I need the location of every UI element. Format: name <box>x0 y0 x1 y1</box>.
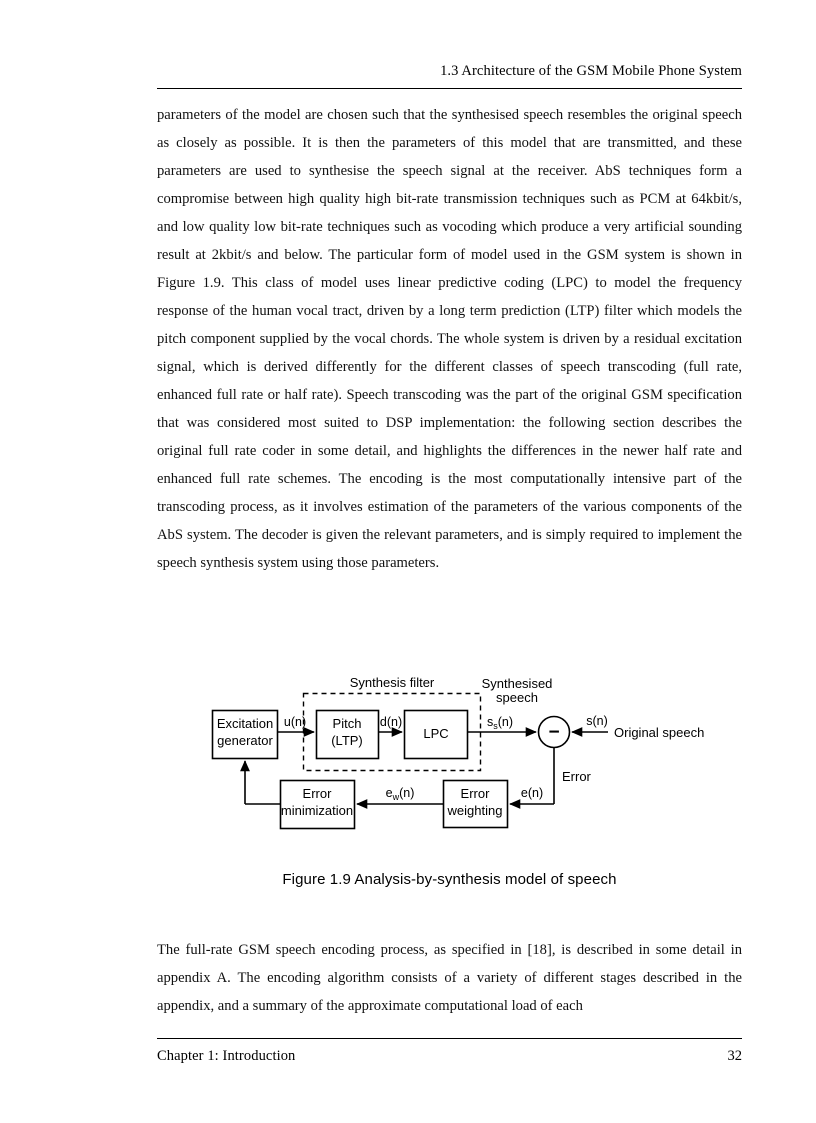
header-divider <box>157 88 742 89</box>
label-synthesised-speech-line1: Synthesised <box>481 676 553 691</box>
label-signal-ew-n-base: e <box>385 786 393 800</box>
label-signal-u-n: u(n) <box>283 715 307 729</box>
page-header-title: 1.3 Architecture of the GSM Mobile Phone System <box>440 63 742 79</box>
label-signal-ss-n-base: s <box>486 715 494 729</box>
label-signal-ew-n-subscript: w <box>392 792 400 802</box>
body-paragraph-2: The full-rate GSM speech encoding process, as specified in [18], is described in some detail in appendix A. The encoding algorithm consists of a variety of different stages described in the appendix, and a summary of the approximate computational load of each <box>157 942 742 1014</box>
label-signal-ss-n-subscript: s <box>493 721 498 731</box>
label-error: Error <box>562 769 591 784</box>
label-excitation-generator-line2: generator <box>217 733 273 748</box>
label-signal-ss-n-tail: (n) <box>497 715 514 729</box>
label-synthesised-speech-line2: speech <box>496 690 538 705</box>
label-error-minimization-line2: minimization <box>280 803 354 818</box>
label-original-speech: Original speech <box>614 725 705 740</box>
label-signal-s-n: s(n) <box>586 714 608 728</box>
label-error-minimization-line1: Error <box>302 786 332 801</box>
label-signal-e-n: e(n) <box>520 786 544 800</box>
label-excitation-generator-line1: Excitation <box>216 716 274 731</box>
label-synthesis-filter: Synthesis filter <box>349 675 435 690</box>
figure-1-9 <box>0 660 816 900</box>
analysis-by-synthesis-diagram <box>0 660 816 900</box>
label-signal-d-n: d(n) <box>379 715 403 729</box>
label-error-weighting-line1: Error <box>460 786 490 801</box>
label-signal-ew-n <box>386 786 415 802</box>
footer-chapter-label: Chapter 1: Introduction <box>157 1048 296 1064</box>
label-pitch-line2: (LTP) <box>331 733 363 748</box>
footer-page-number: 32 <box>727 1048 742 1064</box>
figure-caption: Figure 1.9 Analysis-by-synthesis model of speech <box>282 871 617 888</box>
body-paragraph-1: parameters of the model are chosen such that the synthesised speech resembles the original speech as closely as possible. It is then the parameters of this model that are transmitted, and these parameters are used to synthesise the speech signal at the receiver. AbS techniques form a compromise between high quality high bit-rate transmission techniques such as PCM at 64kbit/s, and low quality low bit-rate techniques such as vocoding which produce a very artificial sounding result at 2kbit/s and below. The particular form of model used in the GSM system is shown in Figure 1.9. This class of model uses linear predictive coding (LPC) to model the frequency response of the human vocal tract, driven by a long term prediction (LTP) filter which models the pitch component supplied by the vocal chords. The whole system is driven by a residual excitation signal, which is derived differently for the different classes of speech transcoding (full rate, enhanced full rate or half rate). Speech transcoding was the part of the original GSM specification that was considered most suited to DSP implementation: the following section describes the original full rate coder in some detail, and highlights the differences in the newer half rate and enhanced full rate schemes. The encoding is the most computationally intensive part of the transcoding process, as it involves estimation of the parameters of the various components of the AbS system. The decoder is given the relevant parameters, and is simply required to implement the speech synthesis system using those parameters. <box>157 107 742 571</box>
label-summing-junction-minus: − <box>548 722 560 743</box>
footer-divider <box>157 1038 742 1039</box>
label-signal-ss-n <box>487 715 513 731</box>
label-signal-ew-n-tail: (n) <box>399 786 415 800</box>
label-lpc: LPC <box>423 726 449 741</box>
label-error-weighting-line2: weighting <box>447 803 503 818</box>
label-pitch-line1: Pitch <box>332 716 362 731</box>
